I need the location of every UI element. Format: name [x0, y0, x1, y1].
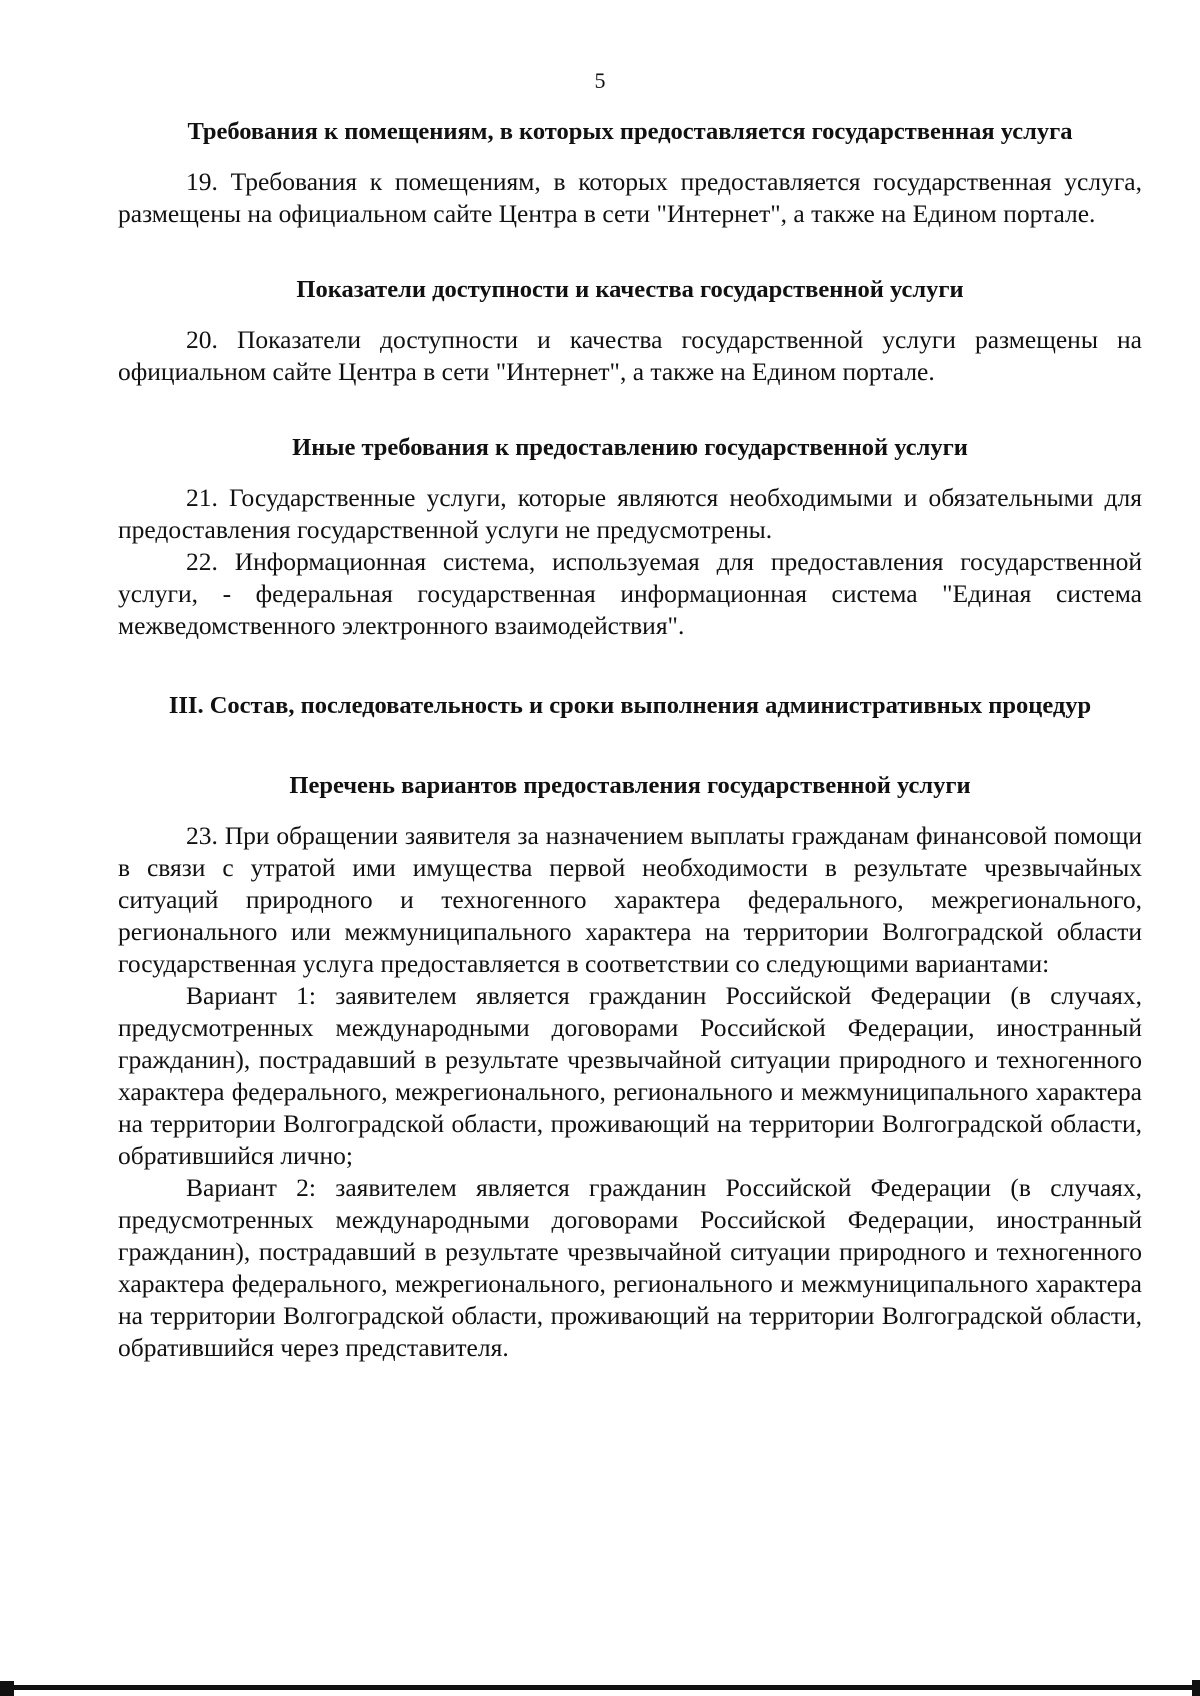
paragraph-variant-1: Вариант 1: заявителем является гражданин Российской Федерации (в случаях, предусмотренных международными договорами Российской Федерации, иностранный гражданин), пострадавший в результате чрезвычайной ситуации природного и техногенного характера федерального, межрегионального, регионального и межмуниципального характера на территории Волгоградской области, проживающий на территории Волгоградской области, обратившийся лично; [118, 981, 1142, 1170]
section-heading-premises: Требования к помещениям, в которых предоставляется государственная услуга [187, 118, 1073, 145]
paragraph-20: 20. Показатели доступности и качества государственной услуги размещены на официальном сайте Центра в сети "Интернет", а также на Едином портале. [118, 325, 1142, 386]
chapter-heading-iii: III. Состав, последовательность и сроки выполнения административных процедур [168, 692, 1092, 719]
section-heading-quality-indicators: Показатели доступности и качества государственной услуги [296, 276, 964, 303]
scan-corner-left [0, 1681, 14, 1696]
document-body [118, 116, 1142, 1364]
scan-corner-right [1192, 1680, 1200, 1696]
scan-bottom-edge [0, 1685, 1200, 1690]
paragraph-23: 23. При обращении заявителя за назначением выплаты гражданам финансовой помощи в связи с утратой ими имущества первой необходимости в результате чрезвычайных ситуаций природного и техногенного характера федерального, межрегионального, регионального или межмуниципального характера на территории Волгоградской области государственная услуга предоставляется в соответствии со следующими вариантами: [118, 821, 1142, 978]
paragraph-21: 21. Государственные услуги, которые являются необходимыми и обязательными для предоставления государственной услуги не предусмотрены. [118, 483, 1142, 544]
paragraph-variant-2: Вариант 2: заявителем является гражданин Российской Федерации (в случаях, предусмотренных международными договорами Российской Федерации, иностранный гражданин), пострадавший в результате чрезвычайной ситуации природного и техногенного характера федерального, межрегионального, регионального и межмуниципального характера на территории Волгоградской области, проживающий на территории Волгоградской области, обратившийся через представителя. [118, 1173, 1142, 1362]
page-number: 5 [594, 68, 606, 93]
paragraph-22: 22. Информационная система, используемая для предоставления государственной услуги, - федеральная государственная информационная система "Единая система межведомственного электронного взаимодействия". [118, 547, 1142, 640]
paragraph-19: 19. Требования к помещениям, в которых предоставляется государственная услуга, размещены на официальном сайте Центра в сети "Интернет", а также на Едином портале. [118, 167, 1142, 228]
section-heading-variants-list: Перечень вариантов предоставления государственной услуги [289, 772, 971, 799]
section-heading-other-requirements: Иные требования к предоставлению государственной услуги [292, 434, 968, 461]
